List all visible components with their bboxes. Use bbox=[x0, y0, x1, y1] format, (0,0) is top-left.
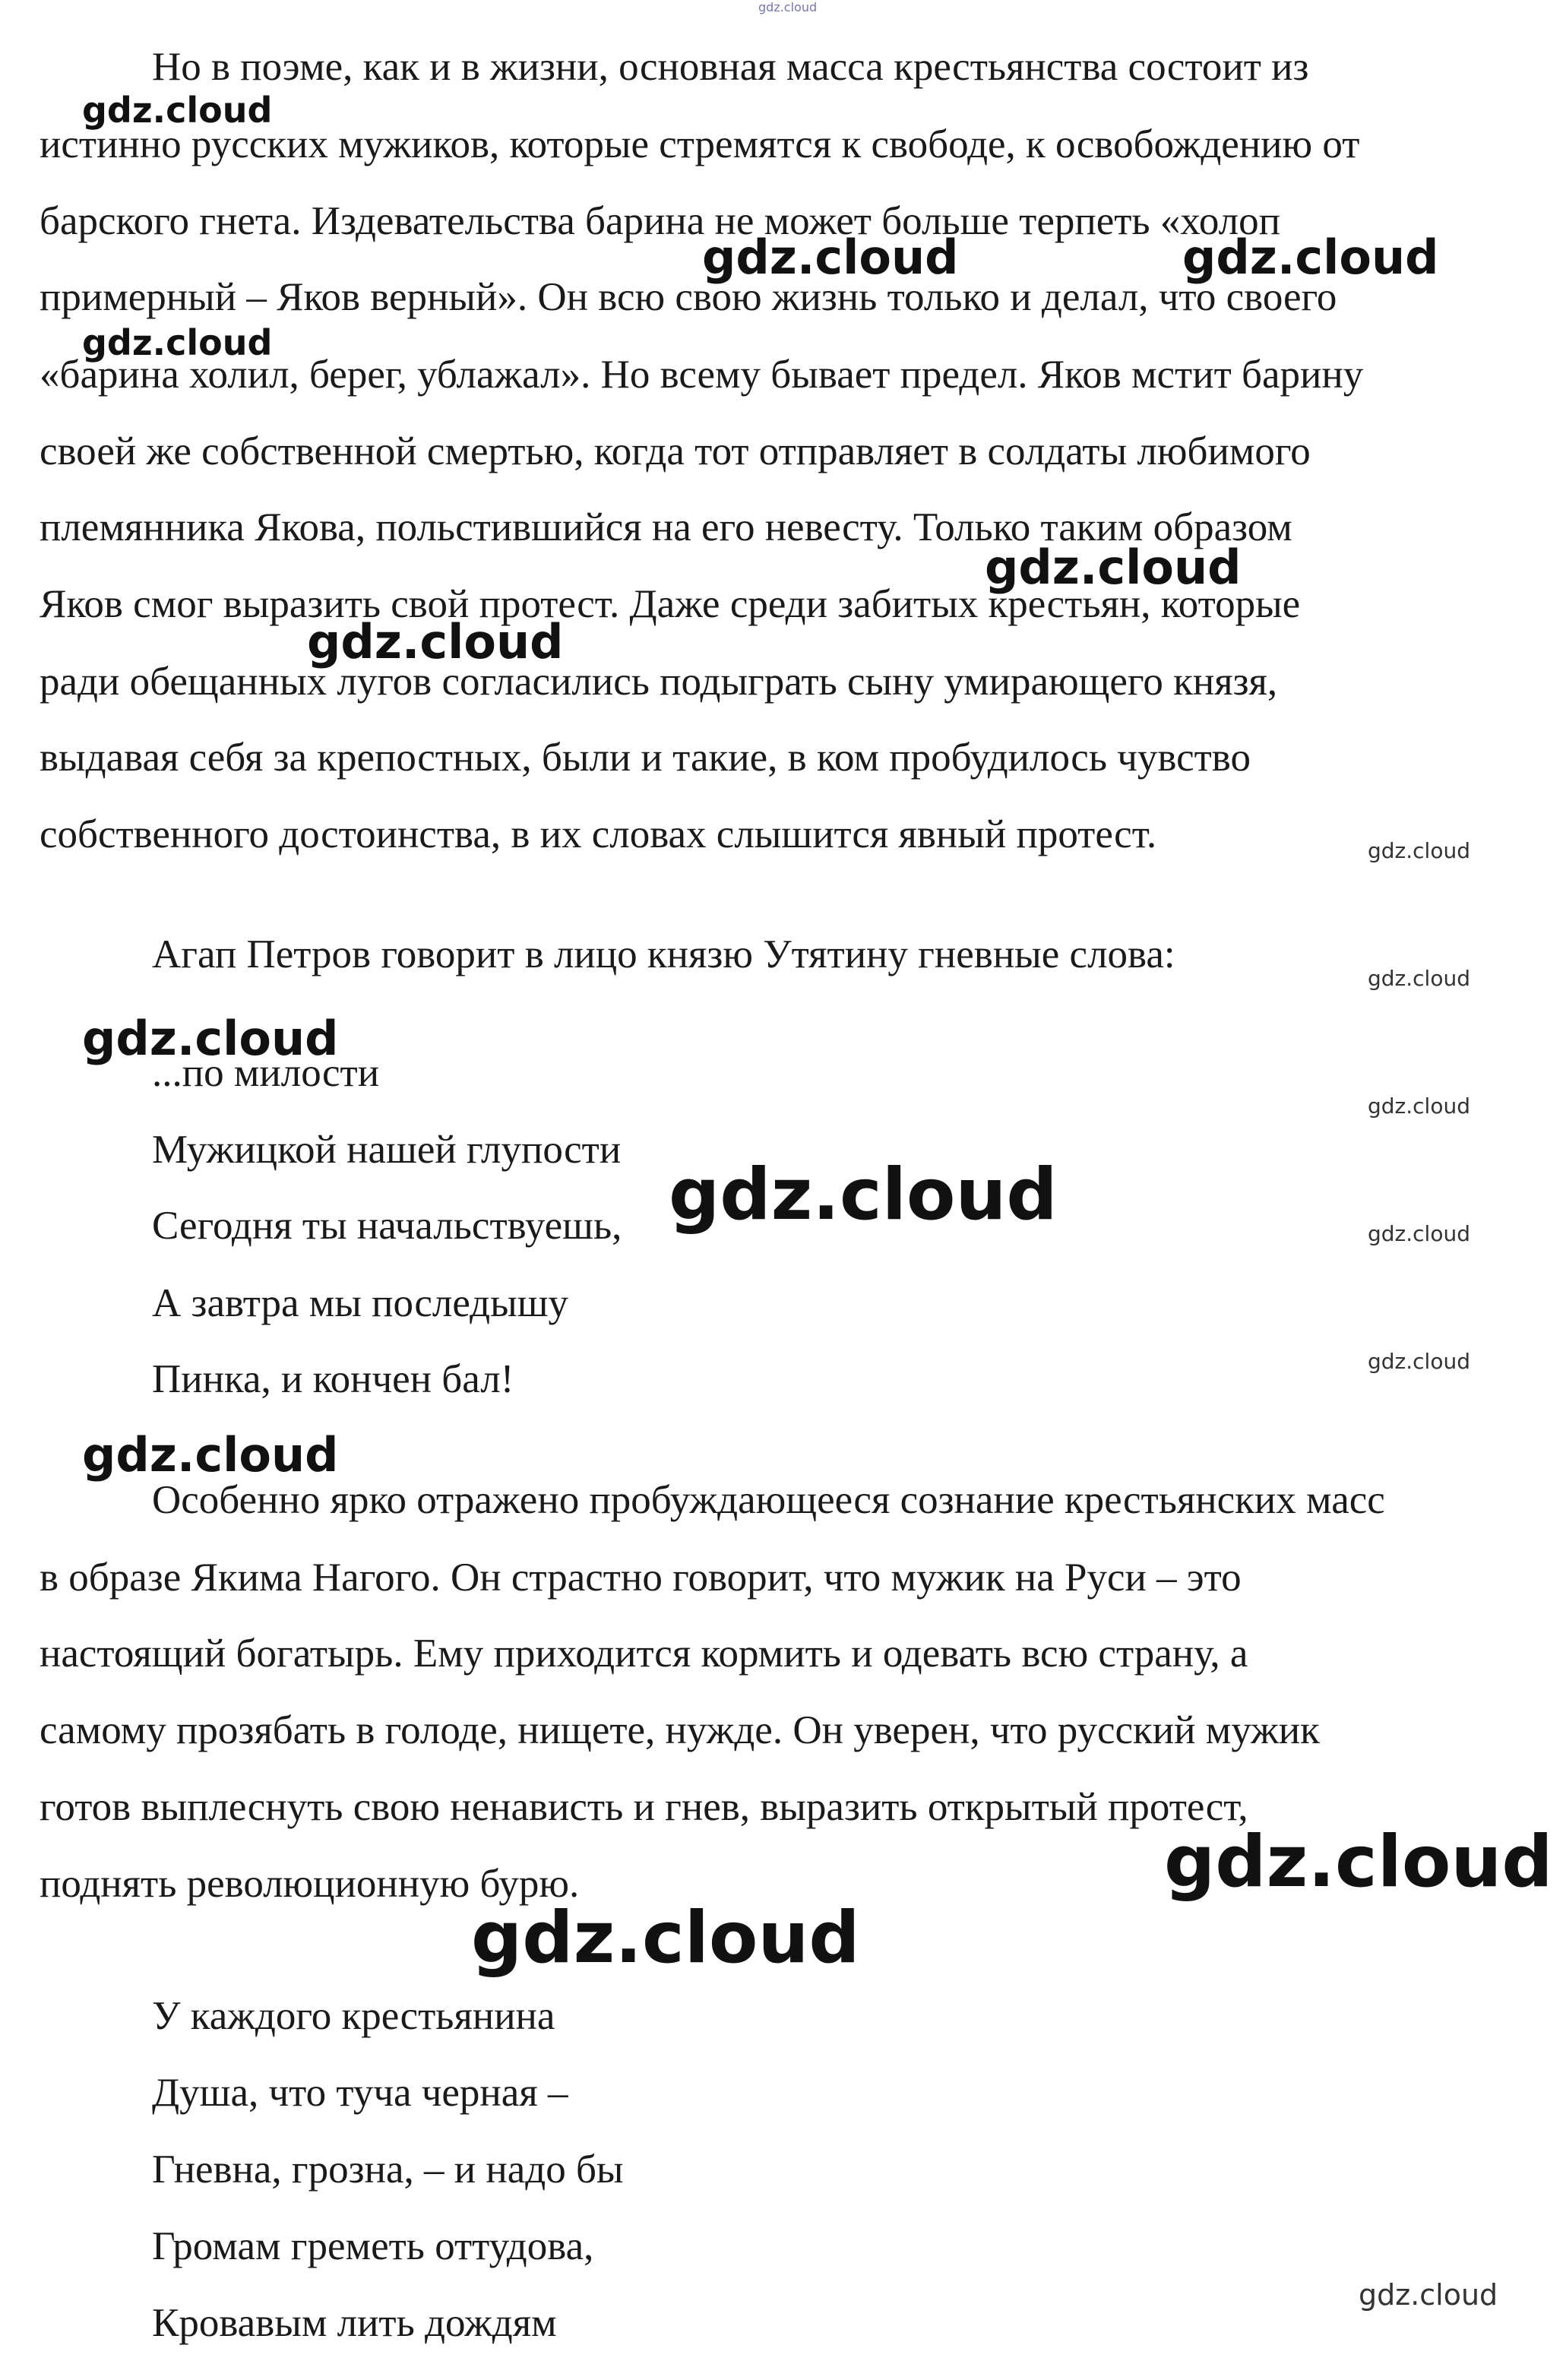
paragraph-3-line-1: Особенно ярко отражено пробуждающееся сознание крестьянских масс bbox=[152, 1478, 1385, 1522]
paragraph-1-line-7: племянника Якова, польстившийся на его невесту. Только таким образом bbox=[40, 505, 1292, 549]
paragraph-1-line-3: барского гнета. Издевательства барина не может больше терпеть «холоп bbox=[40, 199, 1280, 243]
watermark: gdz.cloud bbox=[985, 540, 1242, 595]
paragraph-1-line-1: Но в поэме, как и в жизни, основная масса крестьянства состоит из bbox=[152, 45, 1309, 89]
paragraph-1-line-5: «барина холил, берег, ублажал». Но всему бывает предел. Яков мстит барину bbox=[40, 353, 1364, 397]
watermark: gdz.cloud bbox=[82, 90, 273, 131]
watermark: gdz.cloud bbox=[82, 1427, 339, 1483]
watermark: gdz.cloud bbox=[82, 322, 273, 363]
paragraph-1-line-10: выдавая себя за крепостных, были и такие, в ком пробудилось чувство bbox=[40, 736, 1251, 780]
paragraph-3-line-5: готов выплеснуть свою ненависть и гнев, выразить открытый протест, bbox=[40, 1785, 1248, 1829]
paragraph-3-line-3: настоящий богатырь. Ему приходится кормить и одевать всю страну, а bbox=[40, 1632, 1248, 1676]
watermark: gdz.cloud bbox=[307, 614, 564, 669]
poem-1-line-1: ...по милости bbox=[152, 1051, 380, 1095]
watermark-top: gdz.cloud bbox=[758, 0, 818, 14]
poem-2-line-1: У каждого крестьянина bbox=[152, 1994, 555, 2038]
watermark: gdz.cloud bbox=[1359, 2278, 1498, 2312]
watermark: gdz.cloud bbox=[1182, 229, 1439, 285]
watermark: gdz.cloud bbox=[1368, 838, 1470, 863]
poem-2-line-5: Кровавым лить дождям bbox=[152, 2301, 557, 2345]
watermark: gdz.cloud bbox=[702, 229, 959, 285]
paragraph-1-line-2: истинно русских мужиков, которые стремятся к свободе, к освобождению от bbox=[40, 122, 1360, 166]
poem-1-line-4: А завтра мы последышу bbox=[152, 1281, 569, 1325]
paragraph-1-line-8: Яков смог выразить свой протест. Даже среди забитых крестьян, которые bbox=[40, 582, 1301, 626]
poem-2-line-3: Гневна, грозна, – и надо бы bbox=[152, 2147, 624, 2192]
watermark: gdz.cloud bbox=[1368, 1349, 1470, 1374]
poem-2-line-4: Громам греметь оттудова, bbox=[152, 2224, 594, 2268]
watermark: gdz.cloud bbox=[471, 1897, 860, 1980]
watermark: gdz.cloud bbox=[1368, 1221, 1470, 1246]
paragraph-2: Агап Петров говорит в лицо князю Утятину гневные слова: bbox=[152, 932, 1175, 976]
paragraph-3-line-4: самому прозябать в голоде, нищете, нужде. Он уверен, что русский мужик bbox=[40, 1708, 1320, 1752]
watermark: gdz.cloud bbox=[1164, 1821, 1553, 1904]
poem-1-line-2: Мужицкой нашей глупости bbox=[152, 1128, 622, 1172]
watermark: gdz.cloud bbox=[1368, 1093, 1470, 1119]
watermark: gdz.cloud bbox=[669, 1154, 1058, 1236]
paragraph-3-line-2: в образе Якима Нагого. Он страстно говорит, что мужик на Руси – это bbox=[40, 1556, 1242, 1600]
paragraph-1-line-4: примерный – Яков верный». Он всю свою жизнь только и делал, что своего bbox=[40, 275, 1337, 319]
poem-1-line-5: Пинка, и кончен бал! bbox=[152, 1357, 514, 1401]
watermark: gdz.cloud bbox=[1368, 966, 1470, 991]
paragraph-3-line-6: поднять революционную бурю. bbox=[40, 1862, 580, 1906]
poem-1-line-3: Сегодня ты начальствуешь, bbox=[152, 1204, 622, 1248]
poem-2-line-2: Душа, что туча черная – bbox=[152, 2071, 568, 2115]
paragraph-1-line-11: собственного достоинства, в их словах слышится явный протест. bbox=[40, 812, 1157, 856]
watermark: gdz.cloud bbox=[82, 1011, 339, 1066]
paragraph-1-line-9: ради обещанных лугов согласились подыграть сыну умирающего князя, bbox=[40, 660, 1278, 704]
paragraph-1-line-6: своей же собственной смертью, когда тот отправляет в солдаты любимого bbox=[40, 429, 1311, 473]
